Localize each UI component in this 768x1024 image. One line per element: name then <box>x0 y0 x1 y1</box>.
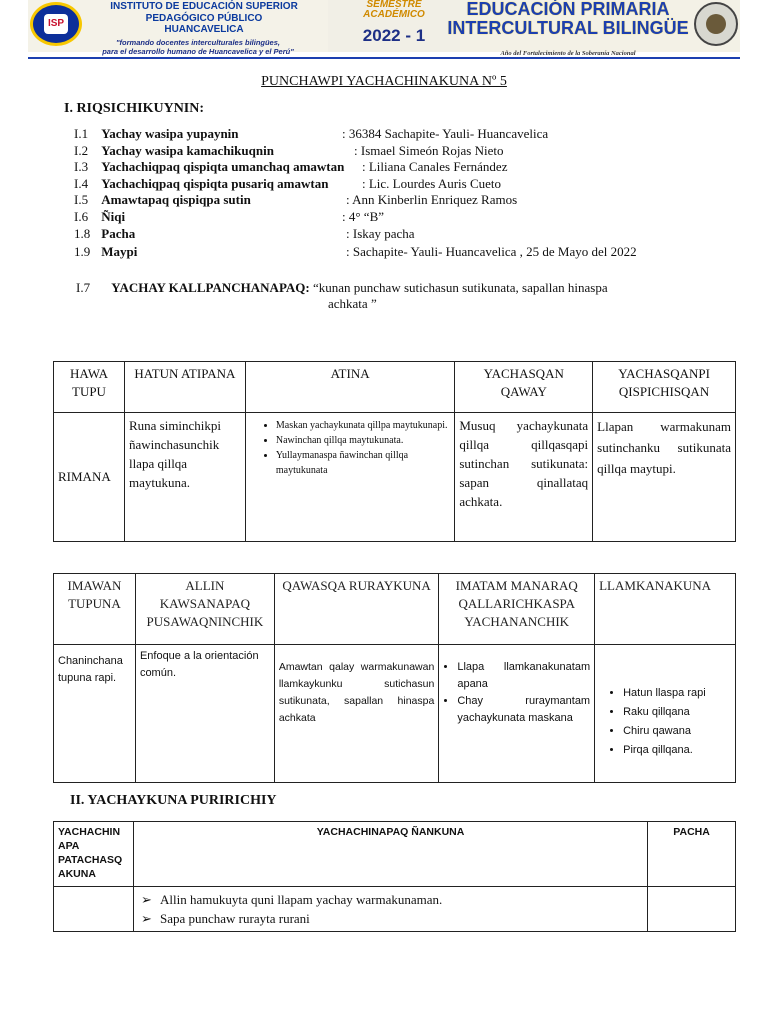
column-header: IMAWAN TUPUNA <box>54 574 136 645</box>
info-value: : Ann Kinberlin Enriquez Ramos <box>346 192 518 207</box>
list-item <box>140 890 643 909</box>
column-header: YACHASQAN QAWAY <box>455 362 593 413</box>
table-row <box>54 645 736 783</box>
arrow-bullet-icon: ➢ <box>140 911 152 926</box>
table-row <box>54 413 736 542</box>
table-cell <box>133 887 647 932</box>
info-label: Yachachiqpaq qispiqta umanchaq amawtan <box>101 159 345 174</box>
motto-line: para el desarrollo humano de Huancavelica y el Perú" <box>102 47 294 56</box>
info-value: : Liliana Canales Fernández <box>362 159 508 174</box>
list-item <box>140 909 643 928</box>
learning-goal <box>76 280 608 296</box>
table-cell <box>439 645 595 783</box>
program-line: INTERCULTURAL BILINGÜE <box>447 18 689 38</box>
section-heading-2: II. YACHAYKUNA PURIRICHIY <box>70 793 277 808</box>
info-row <box>74 159 508 176</box>
header-banner <box>28 0 740 60</box>
competency-table <box>53 361 736 542</box>
institution-logo-text: ISP <box>44 14 68 34</box>
assessment-table <box>53 573 736 783</box>
list-item: • Maskan yachaykunata qillpa maytukunapi. <box>276 418 451 433</box>
list-item: • Hatun llaspa rapi <box>623 684 731 703</box>
column-header: IMATAM MANARAQ QALLARICHKASPA YACHANANCHIK <box>439 574 595 645</box>
list-item: • Yullaymanaspa ñawinchan qillqa maytukunata <box>276 448 451 478</box>
institution-name <box>84 1 324 36</box>
list-item: • Llapa llamkanakunatam apana <box>457 659 590 693</box>
list-item: • Chiru qawana <box>623 722 731 741</box>
academic-year: 2022 - 1 <box>362 26 426 45</box>
table-cell <box>54 887 134 932</box>
table-header-row <box>54 574 736 645</box>
institution-line: INSTITUTO DE EDUCACIÓN SUPERIOR <box>110 1 298 12</box>
info-number: 1.9 <box>74 244 91 259</box>
info-number: I.3 <box>74 159 89 174</box>
list-item-text: Allin hamukuyta quni llapam yachay warmakunaman. <box>159 892 443 907</box>
table-cell: Runa siminchikpi ñawinchasunchik llapa qillqa maytukuna. <box>124 413 245 542</box>
list-item: • Pirqa qillqana. <box>623 741 731 760</box>
semester-line: SEMESTRE <box>366 0 422 10</box>
column-header: YACHASQANPI QISPICHISQAN <box>593 362 736 413</box>
info-value: : Iskay pacha <box>346 226 415 241</box>
list-item: • Chay ruraymantam yachaykunata maskana <box>457 693 590 727</box>
institution-line: PEDAGÓGICO PÚBLICO <box>145 12 263 24</box>
table-header-row <box>54 362 736 413</box>
program-logo-emblem <box>706 14 726 34</box>
column-header: HAWA TUPU <box>54 362 125 413</box>
table-cell: Llapan warmakunam sutinchanku sutikunata qillqa maytupi. <box>593 413 736 542</box>
info-row <box>74 176 502 193</box>
list-item: • Raku qillqana <box>623 703 731 722</box>
info-row <box>74 209 385 226</box>
table-header-row <box>54 822 736 887</box>
info-number: I.2 <box>74 143 89 158</box>
arrow-bullet-icon: ➢ <box>140 892 152 907</box>
list-item-text: Sapa punchaw rurayta rurani <box>159 911 310 926</box>
learning-goal-continuation: achkata ” <box>328 296 377 311</box>
column-header: LLAMKANAKUNA <box>595 574 736 645</box>
table-cell <box>648 887 736 932</box>
column-header: YACHACHIN APA PATACHASQ AKUNA <box>54 822 134 887</box>
info-label: Yachay wasipa yupaynin <box>101 126 239 141</box>
info-label: Yachay wasipa kamachikuqnin <box>101 143 274 158</box>
table-cell <box>245 413 455 542</box>
banner-divider <box>28 57 740 59</box>
info-number: I.1 <box>74 126 89 141</box>
bullet-list <box>599 684 731 760</box>
info-number: 1.8 <box>74 226 91 241</box>
info-value: : Lic. Lourdes Auris Cueto <box>362 176 502 191</box>
motto-line: "formando docentes interculturales bilingües, <box>115 38 280 47</box>
table-cell: Musuq yachaykunata qillqa qillqasqapi sutinchan sutikunata: sapan qinallataq achkata. <box>455 413 593 542</box>
column-header: QAWASQA RURAYKUNA <box>274 574 438 645</box>
info-label: Amawtapaq qispiqpa sutin <box>101 192 251 207</box>
learning-sequence-table <box>53 821 736 932</box>
column-header: ALLIN KAWSANAPAQ PUSAWAQNINCHIK <box>135 574 274 645</box>
program-name <box>438 0 698 38</box>
info-row <box>74 192 518 209</box>
column-header: PACHA <box>648 822 736 887</box>
program-line: EDUCACIÓN PRIMARIA <box>466 0 670 19</box>
table-cell: RIMANA <box>54 413 125 542</box>
program-logo <box>694 2 738 46</box>
table-row <box>54 887 736 932</box>
institution-line: HUANCAVELICA <box>164 24 244 35</box>
document-title: PUNCHAWPI YACHACHINAKUNA Nº 5 <box>261 74 507 89</box>
info-number: I.4 <box>74 176 89 191</box>
arrow-list <box>138 890 643 928</box>
info-label: Ñiqi <box>101 209 126 224</box>
info-value: : Sachapite- Yauli- Huancavelica , 25 de Mayo del 2022 <box>346 244 637 259</box>
semester-line: ACADÉMICO <box>363 9 425 20</box>
info-value: : Ismael Simeón Rojas Nieto <box>354 143 504 158</box>
info-row <box>74 244 637 261</box>
info-number: I.6 <box>74 209 89 224</box>
info-number: I.5 <box>74 192 89 207</box>
table-cell: Chaninchana tupuna rapi. <box>54 645 136 783</box>
section-heading-1: I. RIQSICHIKUYNIN: <box>64 101 205 116</box>
column-header: HATUN ATIPANA <box>124 362 245 413</box>
info-label: YACHAY KALLPANCHANAPAQ: <box>111 280 310 295</box>
column-header: ATINA <box>245 362 455 413</box>
info-row <box>74 143 504 160</box>
year-tagline: Año del Fortalecimiento de la Soberanía Nacional <box>500 50 636 57</box>
bullet-list <box>250 418 451 478</box>
info-number: I.7 <box>76 280 91 295</box>
bullet-list <box>443 659 590 727</box>
info-label: Pacha <box>101 226 136 241</box>
info-label: Maypi <box>101 244 138 259</box>
info-label: Yachachiqpaq qispiqta pusariq amawtan <box>101 176 329 191</box>
column-header: YACHACHINAPAQ ÑANKUNA <box>133 822 647 887</box>
institution-motto <box>58 38 338 56</box>
table-cell <box>595 645 736 783</box>
list-item: • Nawinchan qillqa maytukunata. <box>276 433 451 448</box>
table-cell: Amawtan qalay warmakunawan llamkaykunku sutichasun sutikunata, sapallan hinaspa achkata <box>274 645 438 783</box>
table-cell: Enfoque a la orientación común. <box>135 645 274 783</box>
info-value: “kunan punchaw sutichasun sutikunata, sapallan hinaspa <box>313 280 608 295</box>
info-value: : 4° “B” <box>342 209 385 224</box>
info-row <box>74 126 549 143</box>
info-row <box>74 226 415 243</box>
info-value: : 36384 Sachapite- Yauli- Huancavelica <box>342 126 549 141</box>
